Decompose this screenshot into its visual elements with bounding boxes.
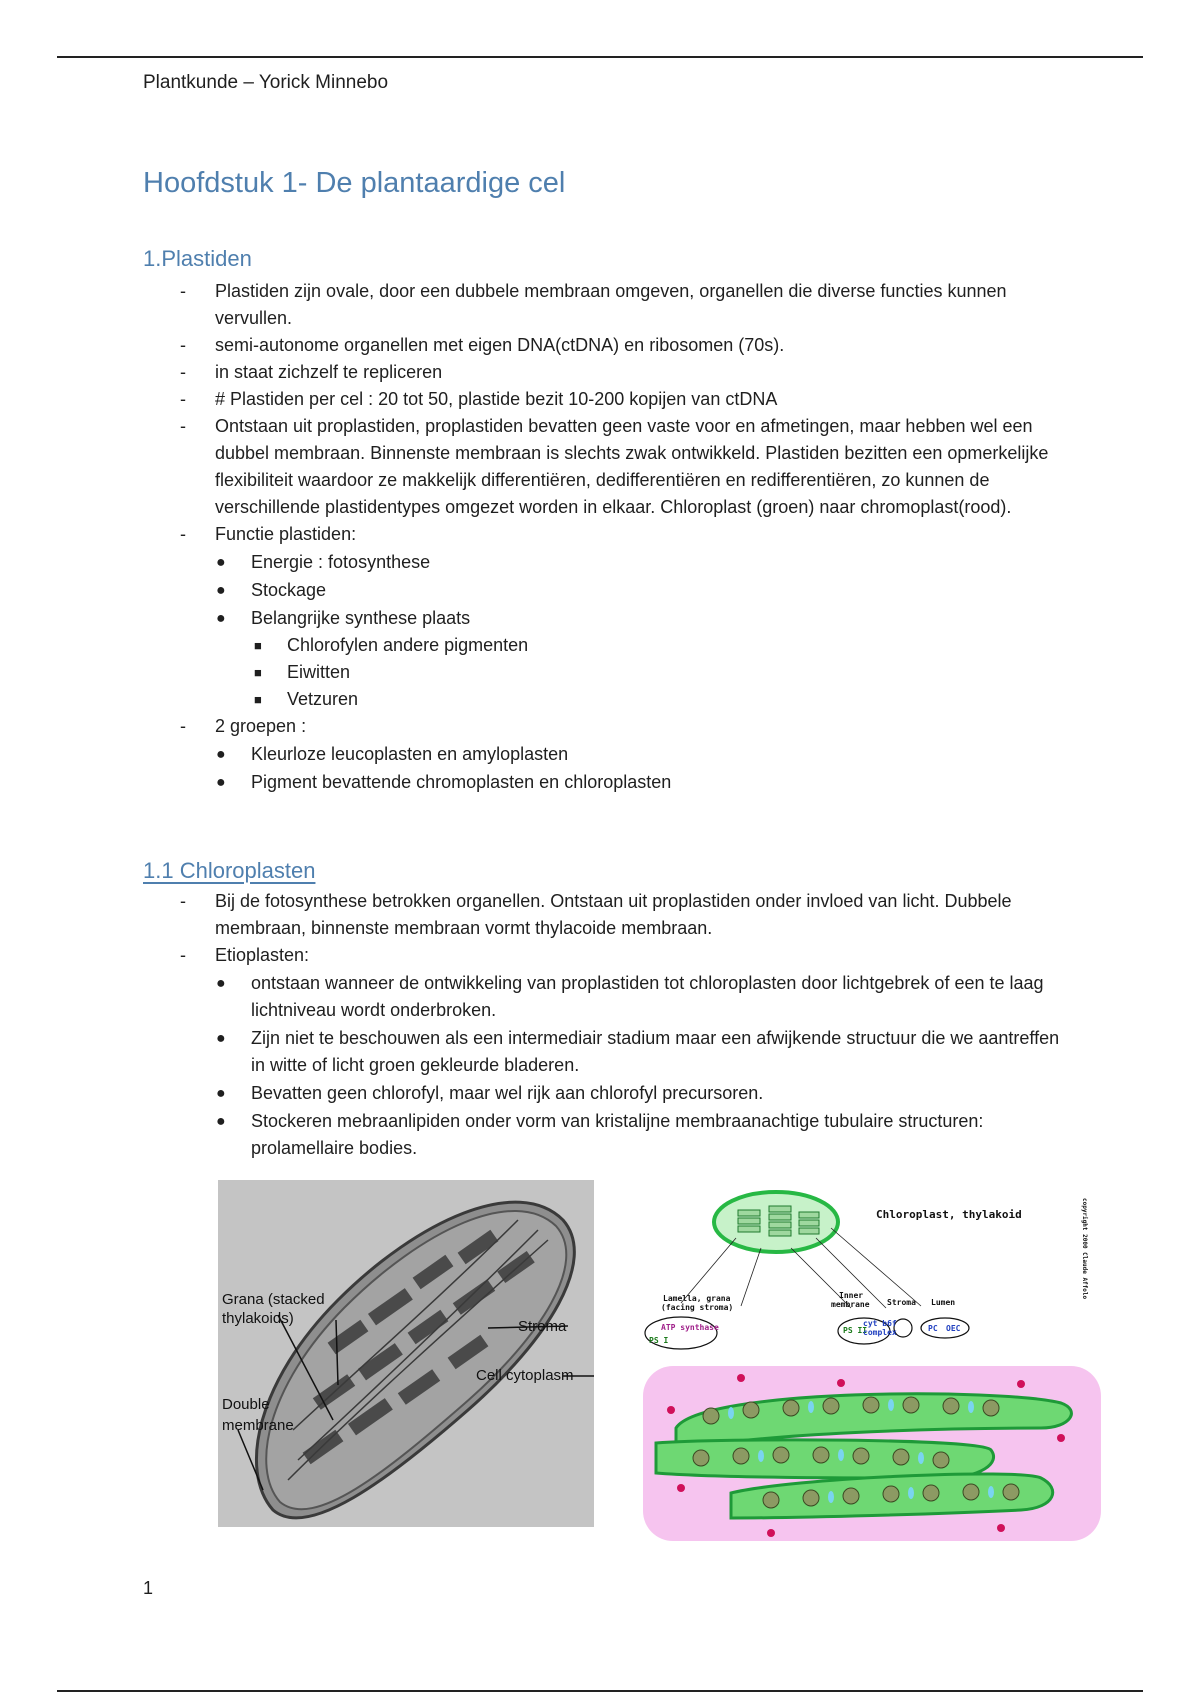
- diagram-label-membrane: membrane: [831, 1300, 870, 1309]
- top-rule: [57, 56, 1143, 58]
- section-title-chloroplasten: 1.1 Chloroplasten: [143, 858, 316, 883]
- em-label-stroma: Stroma: [518, 1318, 567, 1335]
- diagram-label-facing: (facing stroma): [661, 1303, 734, 1312]
- diagram-label-pc: PC: [928, 1324, 938, 1333]
- diagram-label-lumen: Lumen: [931, 1298, 956, 1307]
- chapter-title: Hoofdstuk 1- De plantaardige cel: [143, 167, 566, 199]
- list-item: - # Plastiden per cel : 20 tot 50, plastide bezit 10-200 kopijen van ctDNA: [180, 389, 778, 409]
- diagram-label-oec: OEC: [946, 1324, 961, 1333]
- em-label-thylakoids: thylakoids): [222, 1310, 294, 1327]
- list-item: - Ontstaan uit proplastiden, proplastiden bevatten geen vaste voor en afmetingen, maar hebben wel een dubbel membraan. Binnenste membraan is slechts zwak ontwikkeld. Plastiden bezitten een opmerkelijke flexibiliteit waardoor ze makkelijk differentiëren, dedifferentiëren en redifferentiëren, zo kunnen de verschillende plastidentypes omgezet worden in elkaar. Chloroplast (groen) naar chromoplast(rood).: [180, 416, 1049, 517]
- diagram-label-ps2: PS II: [843, 1326, 868, 1335]
- diagram-label-inner: Inner: [839, 1291, 864, 1300]
- list-item: ● Belangrijke synthese plaats: [216, 608, 471, 628]
- diagram-label-lamella: Lamella, grana: [663, 1294, 731, 1303]
- em-label-grana: Grana (stacked: [222, 1291, 325, 1308]
- list-item: - Etioplasten:: [180, 945, 310, 965]
- diagram-label-stroma: Stroma: [887, 1298, 916, 1307]
- list-item: ● Stockeren mebraanlipiden onder vorm van kristalijne membraanachtige tubulaire structuren: prolamellaire bodies.: [216, 1111, 984, 1158]
- list-item: ● Pigment bevattende chromoplasten en chloroplasten: [216, 772, 672, 792]
- list-item: - Bij de fotosynthese betrokken organellen. Ontstaan uit proplastiden onder invloed van licht. Dubbele membraan, binnenste membraan vormt thylacoide membraan.: [180, 891, 1012, 938]
- list-item: ● Stockage: [216, 580, 327, 600]
- list-item: - 2 groepen :: [180, 716, 307, 736]
- diagram-label-ps1: PS I: [649, 1336, 669, 1345]
- list-item: ● Energie : fotosynthese: [216, 552, 431, 572]
- diagram-label-complex: complex: [863, 1328, 897, 1337]
- list-item: - semi-autonome organellen met eigen DNA(ctDNA) en ribosomen (70s).: [180, 335, 785, 355]
- thylakoid-diagram: [641, 1188, 1111, 1543]
- section-title-plastiden: 1.Plastiden: [143, 246, 252, 271]
- list-item: ● Zijn niet te beschouwen als een intermediair stadium maar een afwijkende structuur die we aantreffen in witte of licht groen gekleurde bladeren.: [216, 1028, 1060, 1075]
- plastiden-list: [0, 278, 1200, 796]
- list-item: ● Bevatten geen chlorofyl, maar wel rijk aan chlorofyl precursoren.: [216, 1083, 764, 1103]
- list-item: - in staat zichzelf te repliceren: [180, 362, 443, 382]
- diagram-title: Chloroplast, thylakoid: [876, 1208, 1022, 1221]
- list-item: ■ Chlorofylen andere pigmenten: [254, 635, 529, 655]
- page-number: 1: [143, 1578, 154, 1598]
- running-header: Plantkunde – Yorick Minnebo: [143, 72, 389, 93]
- list-item: ● ontstaan wanneer de ontwikkeling van proplastiden tot chloroplasten door lichtgebrek of een te laag lichtniveau wordt onderbroken.: [216, 973, 1044, 1020]
- list-item: - Functie plastiden:: [180, 524, 357, 544]
- em-label-double: Double: [222, 1396, 270, 1413]
- diagram-label-atp: ATP synthase: [661, 1323, 719, 1332]
- chloroplasten-list: [0, 888, 1200, 1162]
- list-item: ● Kleurloze leucoplasten en amyloplasten: [216, 744, 569, 764]
- em-label-cytoplasm: Cell cytoplasm: [476, 1367, 574, 1384]
- bottom-rule: [57, 1690, 1143, 1692]
- diagram-label-cyt: cyt b6f: [863, 1319, 897, 1328]
- list-item: ■ Vetzuren: [254, 689, 359, 709]
- chloroplast-micrograph: [218, 1180, 594, 1527]
- list-item: - Plastiden zijn ovale, door een dubbele membraan omgeven, organellen die diverse functies kunnen vervullen.: [180, 281, 1007, 328]
- em-label-membrane: membrane: [222, 1417, 294, 1434]
- list-item: ■ Eiwitten: [254, 662, 351, 682]
- diagram-copyright: copyright 2000 Claude Affolo: [1081, 1198, 1088, 1300]
